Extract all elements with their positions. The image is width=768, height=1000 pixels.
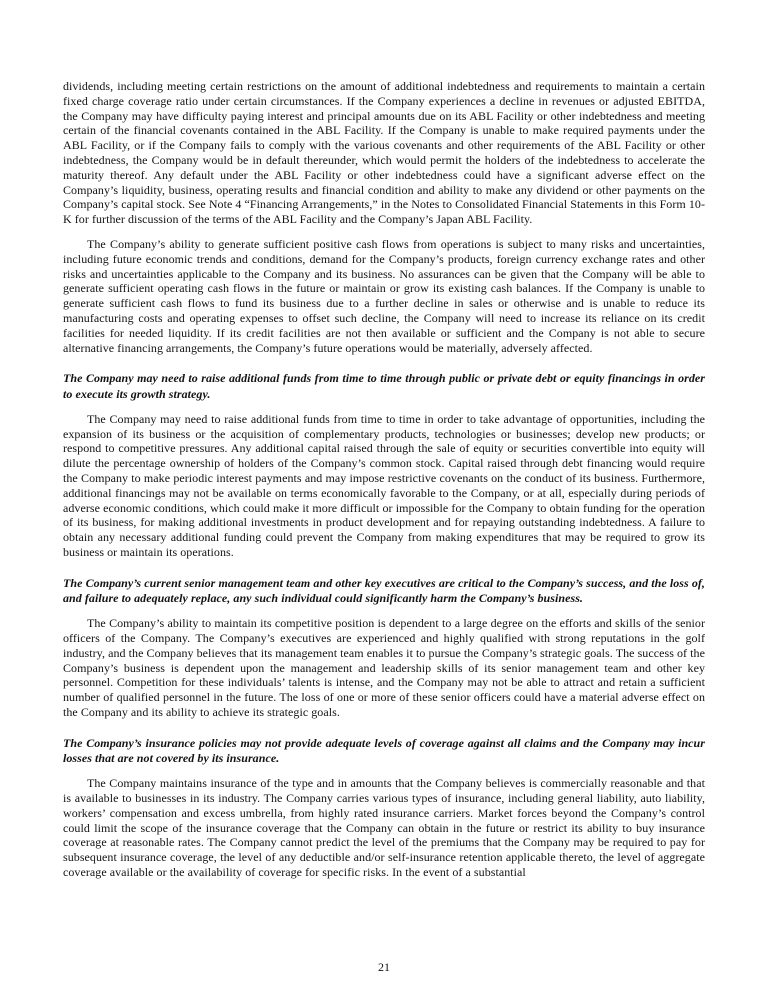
paragraph-cash-flows: The Company’s ability to generate sufficient positive cash flows from operations is subject to many risks and uncertainties, including future economic trends and conditions, demand for the Company’s products, foreign currency exchange rates and other risks and uncertainties applicable to the Company and its business. No assurances can be given that the Company will be able to generate sufficient operating cash flows in the future or maintain or grow its existing cash balances. If the Company is unable to generate sufficient cash flows to fund its business due to a further decline in sales or otherwise and is unable to reduce its manufacturing costs and operating expenses to offset such decline, the Company will need to increase its reliance on its credit facilities for needed liquidity. If its credit facilities are not then available or sufficient and the Company is not able to secure alternative financing arrangements, the Company’s future operations would be materially, adversely affected. [63, 236, 705, 355]
page-number: 21 [378, 960, 390, 974]
risk-heading-key-executives: The Company’s current senior management team and other key executives are critical to the Company’s success, and the loss of, and failure to adequately replace, any such individual could significantly harm the Company’s business. [63, 575, 705, 605]
paragraph-key-executives: The Company’s ability to maintain its competitive position is dependent to a large degree on the efforts and skills of the senior officers of the Company. The Company’s executives are experienced and highly qualified with strong reputations in the golf industry, and the Company believes that its management team enables it to pursue the Company’s strategic goals. The success of the Company’s business is dependent upon the management and leadership skills of its senior management team and other key personnel. Competition for these individuals’ talents is intense, and the Company may not be able to attract and retain a sufficient number of qualified personnel in the future. The loss of one or more of these senior officers could have a material adverse effect on the Company and its ability to achieve its strategic goals. [63, 616, 705, 719]
risk-heading-additional-funds: The Company may need to raise additional funds from time to time through public or private debt or equity financings in order to execute its growth strategy. [63, 371, 705, 401]
page-body [63, 79, 705, 880]
paragraph-insurance: The Company maintains insurance of the type and in amounts that the Company believes is commercially reasonable and that is available to businesses in its industry. The Company carries various types of insurance, including general liability, auto liability, workers’ compensation and excess umbrella, from highly rated insurance carriers. Market forces beyond the Company’s control could limit the scope of the insurance coverage that the Company can obtain in the future or restrict its ability to buy insurance coverage at reasonable rates. The Company cannot predict the level of the premiums that the Company may be required to pay for subsequent insurance coverage, the level of any deductible and/or self-insurance retention applicable thereto, the level of aggregate coverage available or the availability of coverage for specific risks. In the event of a substantial [63, 776, 705, 879]
risk-heading-insurance: The Company’s insurance policies may not provide adequate levels of coverage against all claims and the Company may incur losses that are not covered by its insurance. [63, 735, 705, 765]
page-footer [0, 958, 768, 976]
paragraph-additional-funds: The Company may need to raise additional funds from time to time in order to take advantage of opportunities, including the expansion of its business or the acquisition of complementary products, technologies or businesses; develop new products; or respond to competitive pressures. Any additional capital raised through the sale of equity or securities convertible into equity will dilute the percentage ownership of holders of the Company’s common stock. Capital raised through debt financing would require the Company to make periodic interest payments and may impose restrictive covenants on the conduct of its business. Furthermore, additional financings may not be available on terms economically favorable to the Company, or at all, especially during periods of adverse economic conditions, which could make it more difficult or impossible for the Company to obtain funding for the operation of its business, for making additional investments in product development and for repaying outstanding indebtedness. A failure to obtain any necessary additional funding could prevent the Company from making expenditures that may be required to grow its business or maintain its operations. [63, 411, 705, 559]
paragraph-debt-covenants: dividends, including meeting certain restrictions on the amount of additional indebtedness and requirements to maintain a certain fixed charge coverage ratio under certain circumstances. If the Company experiences a decline in revenues or adjusted EBITDA, the Company may have difficulty paying interest and principal amounts due on its ABL Facility or other indebtedness and meeting certain of the financial covenants contained in the ABL Facility. If the Company is unable to make required payments under the ABL Facility, or if the Company fails to comply with the various covenants and other requirements of the ABL Facility or other indebtedness, the Company would be in default thereunder, which would permit the holders of the indebtedness to accelerate the maturity thereof. Any default under the ABL Facility or other indebtedness could have a significant adverse effect on the Company’s liquidity, business, operating results and financial condition and ability to make any dividend or other payments on the Company’s capital stock. See Note 4 “Financing Arrangements,” in the Notes to Consolidated Financial Statements in this Form 10-K for further discussion of the terms of the ABL Facility and the Company’s Japan ABL Facility. [63, 79, 705, 227]
